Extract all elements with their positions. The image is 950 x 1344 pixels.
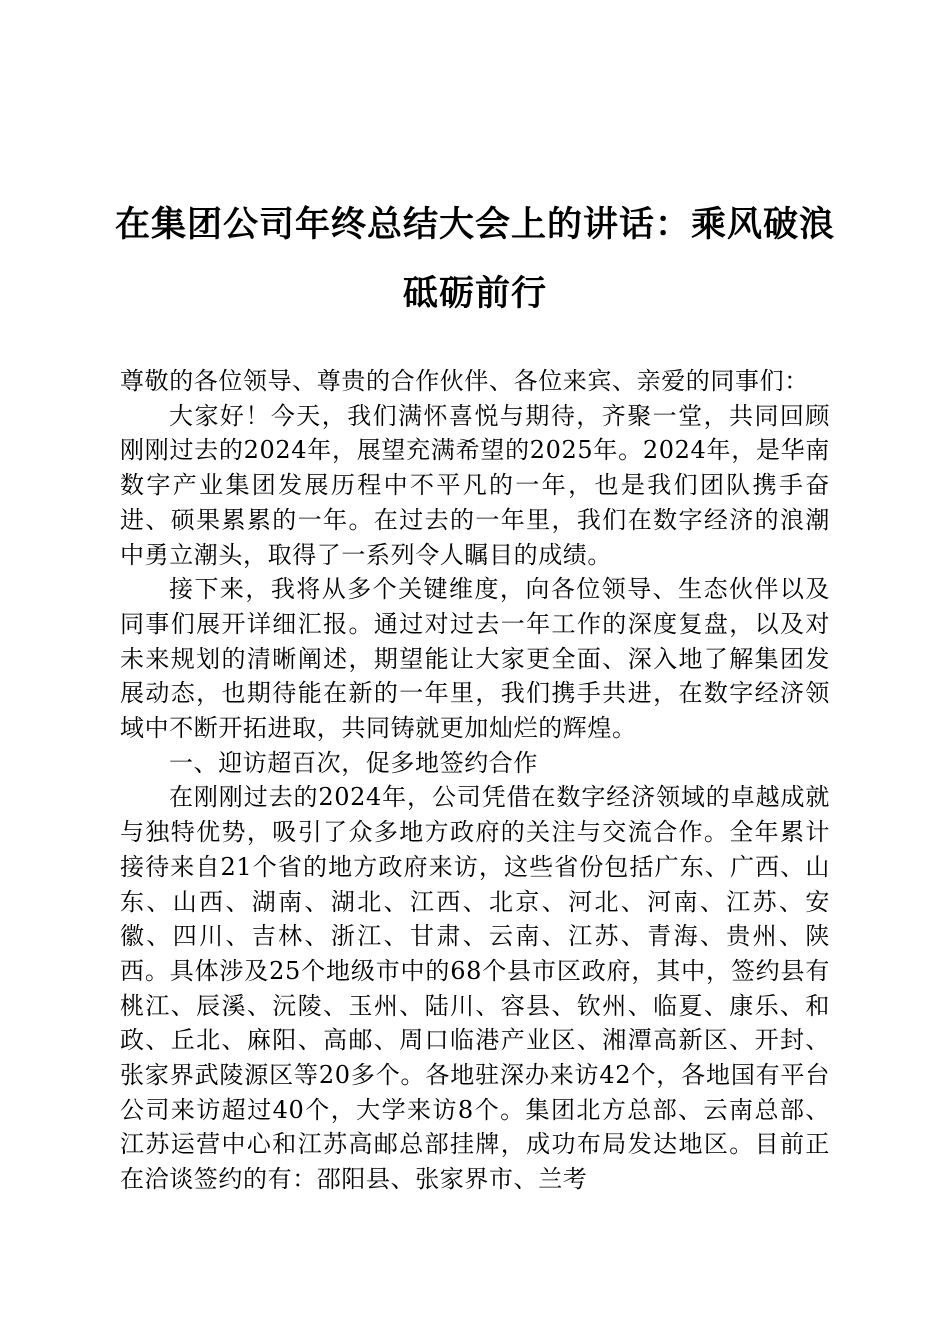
section-1-heading: 一、迎访超百次，促多地签约合作 <box>169 748 538 777</box>
document-body <box>120 364 830 1197</box>
paragraph-overview: 接下来，我将从多个关键维度，向各位领导、生态伙伴以及同事们展开详细汇报。通过对过去一年工作的深度复盘，以及对未来规划的清晰阐述，期望能让大家更全面、深入地了解集团发展动态，也期待能在新的一年里，我们携手共进，在数字经济领域中不断开拓进取，共同铸就更加灿烂的辉煌。 <box>120 575 830 743</box>
section-1-paragraph: 在刚刚过去的2024年，公司凭借在数字经济领域的卓越成就与独特优势，吸引了众多地方政府的关注与交流合作。全年累计接待来自21个省的地方政府来访，这些省份包括广东、广西、山东、山西、湖南、湖北、江西、北京、河北、河南、江苏、安徽、四川、吉林、浙江、甘肃、云南、江苏、青海、贵州、陕西。具体涉及25个地级市中的68个县市区政府，其中，签约县有桃江、辰溪、沅陵、玉州、陆川、容县、钦州、临夏、康乐、和政、丘北、麻阳、高邮、周口临港产业区、湘潭高新区、开封、张家界武陵源区等20多个。各地驻深办来访42个，各地国有平台公司来访超过40个，大学来访8个。集团北方总部、云南总部、江苏运营中心和江苏高邮总部挂牌，成功布局发达地区。目前正在洽谈签约的有：邵阳县、张家界市、兰考 <box>120 783 830 1194</box>
salutation: 尊敬的各位领导、尊贵的合作伙伴、各位来宾、亲爱的同事们： <box>120 367 809 395</box>
document-title-line-1: 在集团公司年终总结大会上的讲话：乘风破浪 <box>114 205 835 245</box>
document-title-line-2: 砥砺前行 <box>402 274 547 314</box>
paragraph-opening: 大家好！今天，我们满怀喜悦与期待，齐聚一堂，共同回顾刚刚过去的2024年，展望充满希望的2025年。2024年，是华南数字产业集团发展历程中不平凡的一年，也是我们团队携手奋进、硕果累累的一年。在过去的一年里，我们在数字经济的浪潮中勇立潮头，取得了一系列令人瞩目的成绩。 <box>120 401 830 569</box>
